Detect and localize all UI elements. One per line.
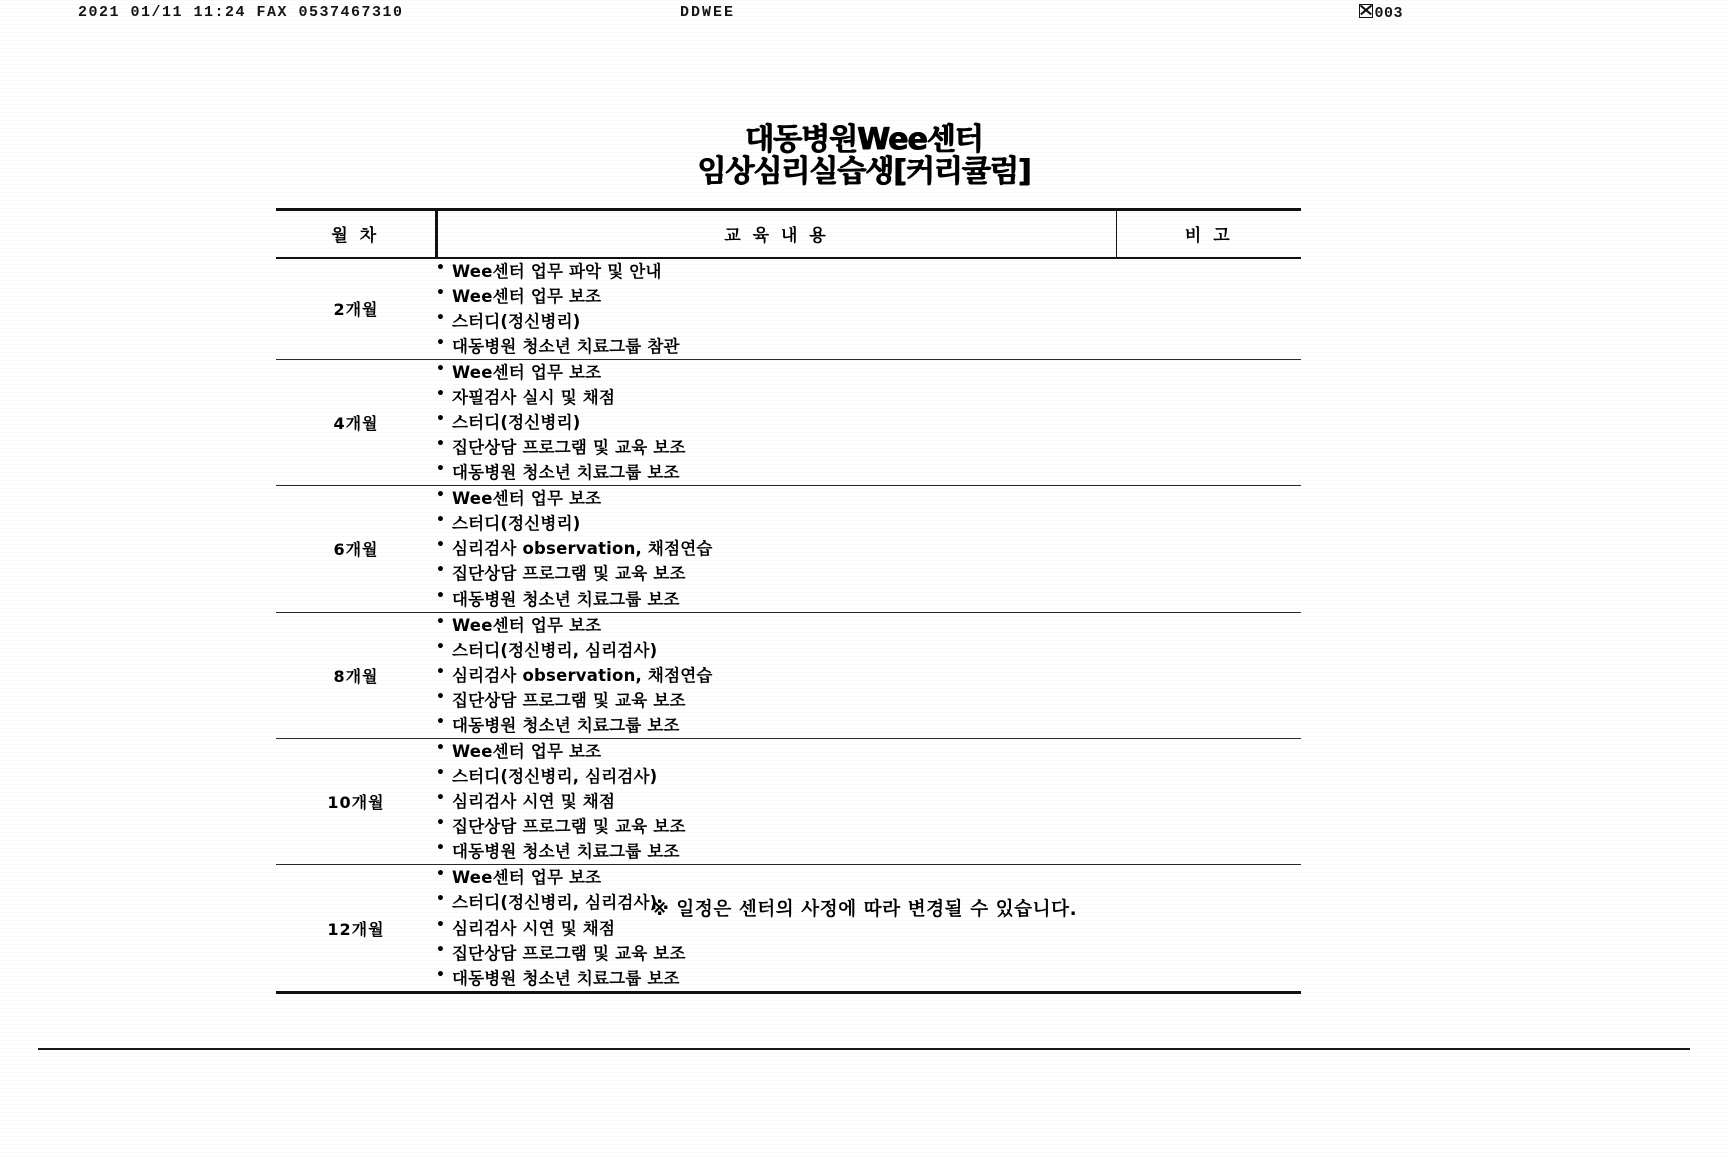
page-bottom-divider [38,1048,1690,1050]
list-item: • Wee센터 업무 보조 [436,284,1116,309]
list-item: • 자필검사 실시 및 채점 [436,385,1116,410]
table-row [276,865,1301,992]
list-item: • 집단상담 프로그램 및 교육 보조 [436,688,1116,713]
note-cell [1116,612,1301,738]
content-list [436,486,1116,611]
month-label: 4개월 [276,359,436,485]
fax-header [0,4,1728,28]
fax-page-value: 003 [1374,5,1403,22]
list-item: • 집단상담 프로그램 및 교육 보조 [436,941,1116,966]
list-item: • 집단상담 프로그램 및 교육 보조 [436,561,1116,586]
month-label: 10개월 [276,738,436,864]
curriculum-table [276,208,1301,994]
list-item: • Wee센터 업무 보조 [436,486,1116,511]
note-cell [1116,865,1301,992]
content-cell [436,865,1116,992]
table-header-row [276,210,1301,258]
content-cell [436,486,1116,612]
column-header-content: 교 육 내 용 [436,210,1116,258]
list-item: • 스터디(정신병리, 심리검사) [436,638,1116,663]
list-item: • 대동병원 청소년 치료그룹 보조 [436,839,1116,864]
list-item: • 스터디(정신병리, 심리검사) [436,764,1116,789]
title-line-1: 대동병원Wee센터 [745,122,983,157]
table-row [276,359,1301,485]
content-cell [436,359,1116,485]
list-item: • 심리검사 시연 및 채점 [436,789,1116,814]
content-list [436,259,1116,359]
page-title [0,124,1728,188]
list-item: • 집단상담 프로그램 및 교육 보조 [436,814,1116,839]
list-item: • 대동병원 청소년 치료그룹 보조 [436,587,1116,612]
note-cell [1116,738,1301,864]
table-row [276,738,1301,864]
list-item: • 스터디(정신병리, 심리검사) [436,890,1116,915]
list-item: • 심리검사 observation, 채점연습 [436,536,1116,561]
content-list [436,739,1116,864]
column-header-note: 비 고 [1116,210,1301,258]
list-item: • 심리검사 observation, 채점연습 [436,663,1116,688]
footnote: ※ 일정은 센터의 사정에 따라 변경될 수 있습니다. [650,899,1078,920]
crossed-box-icon [1359,4,1373,18]
fax-recipient: DDWEE [680,4,736,21]
list-item: • 스터디(정신병리) [436,410,1116,435]
list-item: • Wee센터 업무 보조 [436,739,1116,764]
list-item: • Wee센터 업무 보조 [436,865,1116,890]
content-cell [436,612,1116,738]
list-item: • 심리검사 시연 및 채점 [436,916,1116,941]
column-header-month: 월 차 [276,210,436,258]
curriculum-table-wrapper [276,208,1301,994]
content-list [436,613,1116,738]
title-line-2: 임상심리실습생[커리큘럼] [697,153,1031,189]
note-cell [1116,258,1301,360]
month-label: 8개월 [276,612,436,738]
list-item: • Wee센터 업무 보조 [436,613,1116,638]
content-cell [436,258,1116,360]
list-item: • 집단상담 프로그램 및 교육 보조 [436,435,1116,460]
list-item: • 스터디(정신병리) [436,309,1116,334]
list-item: • 스터디(정신병리) [436,511,1116,536]
list-item: • Wee센터 업무 보조 [436,360,1116,385]
month-label: 2개월 [276,258,436,360]
table-body [276,258,1301,993]
table-row [276,612,1301,738]
fax-page-number [1359,4,1403,22]
note-cell [1116,486,1301,612]
content-cell [436,738,1116,864]
month-label: 12개월 [276,865,436,992]
list-item: • Wee센터 업무 파악 및 안내 [436,259,1116,284]
table-row [276,258,1301,360]
list-item: • 대동병원 청소년 치료그룹 보조 [436,713,1116,738]
list-item: • 대동병원 청소년 치료그룹 보조 [436,966,1116,991]
content-list [436,865,1116,990]
fax-datetime: 2021 01/11 11:24 FAX 0537467310 [78,4,404,21]
note-cell [1116,359,1301,485]
list-item: • 대동병원 청소년 치료그룹 보조 [436,460,1116,485]
list-item: • 대동병원 청소년 치료그룹 참관 [436,334,1116,359]
content-list [436,360,1116,485]
table-row [276,486,1301,612]
month-label: 6개월 [276,486,436,612]
